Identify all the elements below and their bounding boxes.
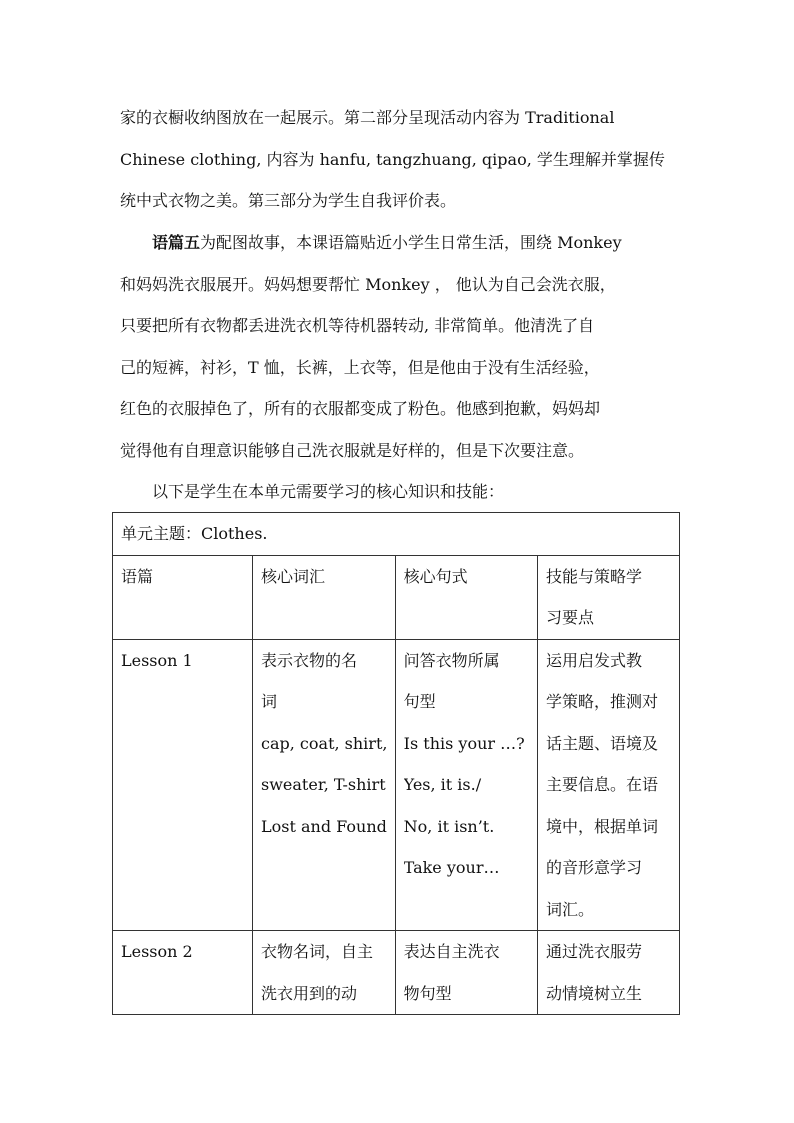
cell-line: 表达自主洗衣: [403, 942, 500, 961]
skills-cell: [538, 931, 680, 1015]
cell-line: 运用启发式教: [546, 650, 643, 670]
cell-line: sweater, T-shirt: [261, 775, 386, 794]
theme-text: 单元主题：Clothes.: [121, 524, 268, 543]
paragraph-text-five: [120, 222, 682, 471]
cell-line: 境中，根据单词: [546, 816, 659, 836]
header-skills: [538, 555, 680, 639]
cell-line: 物句型: [403, 983, 452, 1003]
cell-line: Yes, it is./: [403, 775, 482, 794]
theme-cell: [113, 513, 680, 556]
table-theme-row: [113, 513, 680, 556]
cell-line: 主要信息。在语: [546, 775, 659, 794]
header-label: 技能与策略学: [546, 566, 643, 586]
text-fragment: 为配图故事，本课语篇贴近小学生日常生活，围绕 Monkey: [200, 233, 622, 252]
paragraph-intro-table: [120, 471, 682, 513]
text-line: 统中式衣物之美。第三部分为学生自我评价表。: [120, 191, 457, 210]
cell-line: No, it isn’t.: [403, 816, 495, 836]
text-line: 和妈妈洗衣服展开。妈妈想要帮忙 Monkey ， 他认为自己会洗衣服，: [120, 274, 616, 294]
cell-line: 表示衣物的名: [261, 650, 358, 670]
text-line: [120, 471, 682, 513]
header-sentences: [395, 555, 537, 639]
text-line: 觉得他有自理意识能够自己洗衣服就是好样的，但是下次要注意。: [120, 440, 585, 460]
text-line: 只要把所有衣物都丢进洗衣机等待机器转动, 非常简单。他清洗了自: [120, 316, 595, 335]
cell-line: cap, coat, shirt,: [261, 733, 388, 753]
lesson-label: Lesson 1: [121, 650, 193, 670]
cell-line: 洗衣用到的动: [261, 983, 358, 1003]
header-vocab: [253, 555, 396, 639]
header-label: 习要点: [546, 608, 595, 627]
paragraph-traditional-clothing: [120, 97, 682, 222]
header-label: 语篇: [121, 566, 154, 586]
text-fragment: 以下是学生在本单元需要学习的核心知识和技能：: [152, 482, 505, 501]
section-lead: 语篇五: [152, 233, 201, 252]
cell-line: Lost and Found: [261, 816, 387, 836]
header-label: 核心词汇: [261, 566, 326, 586]
cell-line: 动情境树立生: [546, 983, 643, 1003]
text-line: [120, 222, 682, 264]
cell-line: 词: [261, 692, 278, 711]
lesson-label: Lesson 2: [121, 942, 193, 961]
cell-line: Is this your …?: [403, 733, 525, 753]
header-label: 核心句式: [403, 566, 468, 586]
cell-line: 的音形意学习: [546, 858, 643, 877]
cell-line: 学策略，推测对: [546, 692, 659, 711]
text-line: 红色的衣服掉色了，所有的衣服都变成了粉色。他感到抱歉，妈妈却: [120, 399, 601, 418]
table-header-row: [113, 555, 680, 639]
table-row: [113, 931, 680, 1015]
cell-line: 衣物名词，自主: [261, 942, 374, 961]
header-text: [113, 555, 253, 639]
vocab-cell: [253, 931, 396, 1015]
cell-line: 话主题、语境及: [546, 733, 659, 753]
core-knowledge-table: [112, 512, 680, 1015]
lesson-cell: [113, 639, 253, 931]
vocab-cell: [253, 639, 396, 931]
text-line: Chinese clothing, 内容为 hanfu, tangzhuang, qipao, 学生理解并掌握传: [120, 149, 665, 169]
cell-line: 问答衣物所属: [403, 650, 500, 670]
lesson-cell: [113, 931, 253, 1015]
text-line: 己的短裤，衬衫，T 恤，长裤，上衣等，但是他由于没有生活经验，: [120, 357, 600, 377]
cell-line: 词汇。: [546, 899, 595, 919]
skills-cell: [538, 639, 680, 931]
cell-line: 句型: [403, 692, 436, 711]
sentence-cell: [395, 639, 537, 931]
sentence-cell: [395, 931, 537, 1015]
text-line: 家的衣橱收纳图放在一起展示。第二部分呈现活动内容为 Traditional: [120, 108, 615, 127]
cell-line: 通过洗衣服劳: [546, 942, 643, 961]
cell-line: Take your…: [403, 858, 500, 877]
table-row: [113, 639, 680, 931]
